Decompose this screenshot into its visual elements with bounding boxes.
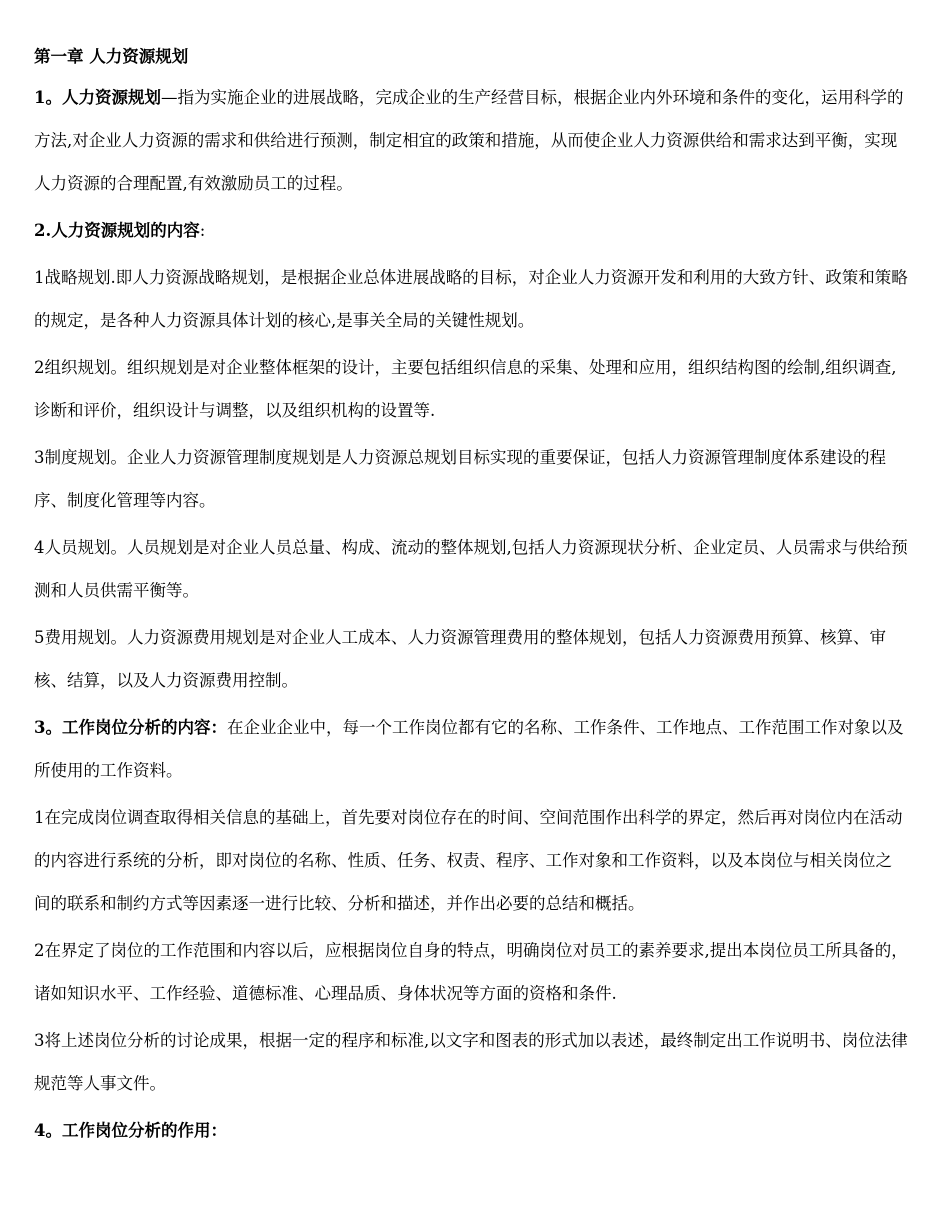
section-4-heading-text: 4。工作岗位分析的作用： [34,1121,227,1140]
section-2-item-5: 5费用规划。人力资源费用规划是对企业人工成本、人力资源管理费用的整体规划，包括人力资源费用预算、核算、审核、结算，以及人力资源费用控制。 [34,628,886,690]
section-2-heading-colon: : [199,221,206,240]
section-1-text: —指为实施企业的进展战略，完成企业的生产经营目标，根据企业内外环境和条件的变化，运用科学的方法,对企业人力资源的需求和供给进行预测，制定相宜的政策和措施，从而使企业人力资源供给和需求达到平衡，实现人力资源的合理配置,有效激励员工的过程。 [34,88,904,193]
section-3-item-1: 1在完成岗位调查取得相关信息的基础上，首先要对岗位存在的时间、空间范围作出科学的界定，然后再对岗位内在活动的内容进行系统的分析，即对岗位的名称、性质、任务、权责、程序、工作对象和工作资料，以及本岗位与相关岗位之间的联系和制约方式等因素逐一进行比较、分析和描述，并作出必要的总结和概括。 [34,808,903,913]
section-4-heading [34,1109,908,1152]
section-2-item-4: 4人员规划。人员规划是对企业人员总量、构成、流动的整体规划,包括人力资源现状分析、企业定员、人员需求与供给预测和人员供需平衡等。 [34,538,908,600]
section-2-item-3: 3制度规划。企业人力资源管理制度规划是人力资源总规划目标实现的重要保证，包括人力资源管理制度体系建设的程序、制度化管理等内容。 [34,448,886,510]
section-3-item-2: 2在界定了岗位的工作范围和内容以后，应根据岗位自身的特点，明确岗位对员工的素养要求,提出本岗位员工所具备的，诸如知识水平、工作经验、道德标准、心理品质、身体状况等方面的资格和条件. [34,941,908,1003]
section-1-definition [34,76,908,205]
section-2-item-2: 2组织规划。组织规划是对企业整体框架的设计，主要包括组织信息的采集、处理和应用，组织结构图的绘制,组织调查,诊断和评价，组织设计与调整，以及组织机构的设置等. [34,358,897,420]
section-2-item-1: 1战略规划.即人力资源战略规划，是根据企业总体进展战略的目标，对企业人力资源开发和利用的大致方针、政策和策略的规定，是各种人力资源具体计划的核心,是事关全局的关键性规划。 [34,268,908,330]
section-2-heading-text: 2.人力资源规划的内容 [34,221,200,240]
section-3-item-3: 3将上述岗位分析的讨论成果，根据一定的程序和标准,以文字和图表的形式加以表述，最终制定出工作说明书、岗位法律规范等人事文件。 [34,1031,908,1093]
section-2-heading [34,209,908,252]
section-3-intro [34,706,908,792]
section-3-heading: 3。工作岗位分析的内容： [34,718,227,737]
chapter-title: 第一章 人力资源规划 [34,47,189,66]
section-1-term: 1。人力资源规划 [34,88,161,107]
section-3-text: 在企业企业中，每一个工作岗位都有它的名称、工作条件、工作地点、工作范围工作对象以及所使用的工作资料。 [34,718,904,780]
